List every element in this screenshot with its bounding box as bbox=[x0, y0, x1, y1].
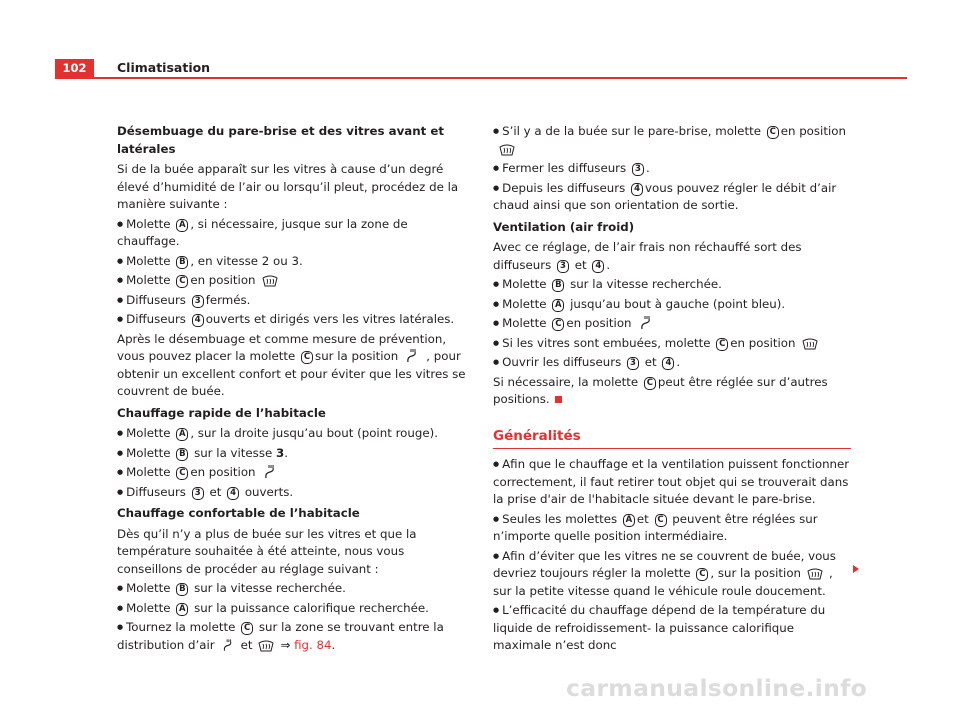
windshield-defrost-icon bbox=[258, 640, 274, 652]
badge-c: C bbox=[767, 126, 779, 139]
heading-desembuage: Désembuage du pare-brise et des vitres avant et latérales bbox=[117, 124, 445, 156]
badge-a: A bbox=[623, 514, 635, 527]
windshield-defrost-icon bbox=[802, 338, 818, 350]
continue-arrow-icon bbox=[853, 565, 859, 573]
badge-3: 3 bbox=[632, 163, 644, 176]
badge-b: B bbox=[176, 448, 188, 461]
list-item bbox=[493, 276, 851, 294]
list-item bbox=[117, 464, 469, 482]
item-text: jusqu’au bout à gauche (point bleu). bbox=[570, 296, 786, 311]
windshield-defrost-icon bbox=[262, 275, 278, 287]
item-text: Depuis les diffuseurs bbox=[502, 180, 626, 195]
badge-c: C bbox=[716, 338, 728, 351]
item-text: vous pouvez régler le débit d’air chaud ainsi que son orientation de sortie. bbox=[493, 180, 837, 212]
item-text: Molette bbox=[126, 216, 171, 231]
heading-chauffage-rapide: Chauffage rapide de l’habitacle bbox=[117, 405, 326, 420]
item-text: et bbox=[240, 637, 253, 652]
item-text: Afin d’éviter que les vitres ne se couvrent de buée, vous devriez toujours régler la molette bbox=[493, 548, 836, 580]
list-item bbox=[117, 311, 469, 329]
footwell-icon bbox=[404, 348, 420, 363]
item-text: Molette bbox=[126, 465, 171, 479]
footwell-icon bbox=[221, 638, 235, 652]
badge-a: A bbox=[552, 299, 564, 312]
arrow-symbol: ⇒ bbox=[280, 637, 291, 652]
paragraph-intro: Si de la buée apparaît sur les vitres à cause d’un degré élevé d’humidité de l’air ou lorsqu’il pleut, procédez de la manière suivante : bbox=[117, 162, 459, 211]
item-text: Diffuseurs bbox=[126, 484, 186, 499]
footwell-icon bbox=[262, 464, 278, 479]
item-text: en position bbox=[730, 335, 796, 350]
list-item bbox=[493, 315, 851, 333]
badge-3: 3 bbox=[192, 487, 204, 500]
item-text: et bbox=[636, 511, 649, 526]
list-item bbox=[117, 484, 469, 502]
heading-chauffage-confortable: Chauffage confortable de l’habitacle bbox=[117, 506, 360, 520]
paragraph-note bbox=[493, 374, 851, 409]
badge-4: 4 bbox=[592, 260, 604, 273]
list-item bbox=[493, 335, 851, 353]
watermark: carmanualsonline.info bbox=[566, 674, 868, 702]
item-text: Ouvrir les diffuseurs bbox=[502, 355, 622, 369]
badge-c: C bbox=[176, 275, 188, 288]
list-item bbox=[117, 292, 469, 310]
badge-4: 4 bbox=[662, 357, 674, 370]
item-text: ouverts. bbox=[244, 484, 294, 499]
list-item bbox=[117, 580, 469, 598]
item-text: Molette bbox=[126, 426, 171, 440]
badge-a: A bbox=[176, 603, 188, 616]
list-item: ● Afin que le chauffage et la ventilation puissent fonctionner correctement, il faut retirer tout objet qui se trouverait dans la prise d'air de l'habitacle située devant le pare-brise. bbox=[493, 456, 851, 509]
item-text: . bbox=[606, 257, 611, 272]
item-text: Diffuseurs bbox=[126, 312, 186, 326]
list-item bbox=[493, 354, 851, 372]
list-item bbox=[493, 548, 851, 601]
badge-3: 3 bbox=[192, 295, 204, 308]
item-text: Après le désembuage et comme mesure de prévention, vous pouvez placer la molette bbox=[117, 331, 447, 363]
badge-a: A bbox=[176, 219, 188, 232]
item-text: Si nécessaire, la molette bbox=[493, 374, 639, 389]
badge-c: C bbox=[644, 377, 656, 390]
item-text: , sur la position bbox=[710, 566, 802, 580]
item-text: Molette bbox=[502, 296, 547, 311]
list-item bbox=[493, 123, 851, 158]
badge-c: C bbox=[552, 318, 564, 331]
item-text: , en vitesse 2 ou 3. bbox=[190, 253, 303, 268]
speed-value: 3 bbox=[275, 445, 285, 460]
windshield-defrost-icon bbox=[499, 144, 515, 156]
list-item bbox=[117, 425, 469, 443]
footwell-icon bbox=[638, 315, 654, 330]
item-text: peut être réglée sur d’autres positions. bbox=[493, 374, 828, 406]
item-text: Molette bbox=[502, 277, 547, 291]
list-item: ● Molette B sur la vitesse 3. bbox=[117, 445, 469, 463]
item-text: en position bbox=[780, 124, 846, 138]
badge-4: 4 bbox=[192, 314, 204, 327]
item-text: , sur la petite vitesse quand le véhicule roule doucement. bbox=[493, 566, 833, 598]
left-column bbox=[117, 123, 469, 656]
item-text: , si nécessaire, jusque sur la zone de chauffage. bbox=[117, 216, 408, 248]
item-text: Molette bbox=[126, 581, 171, 595]
item-text: Molette bbox=[126, 600, 171, 615]
end-square-icon bbox=[555, 396, 562, 403]
item-text: S’il y a de la buée sur le pare-brise, molette bbox=[502, 124, 761, 138]
heading-ventilation: Ventilation (air froid) bbox=[493, 219, 635, 234]
item-text: Molette bbox=[126, 273, 171, 287]
item-text: . bbox=[645, 161, 650, 175]
badge-4: 4 bbox=[631, 183, 643, 196]
windshield-defrost-icon bbox=[807, 568, 823, 580]
item-text: sur la vitesse recherchée. bbox=[570, 277, 722, 291]
item-text: Molette bbox=[126, 253, 171, 268]
badge-c: C bbox=[696, 568, 708, 581]
item-text: en position bbox=[190, 273, 256, 287]
item-text: sur la position bbox=[315, 349, 399, 363]
item-text: ouverts et dirigés vers les vitres latérales. bbox=[205, 312, 455, 326]
item-text: et bbox=[574, 257, 587, 272]
paragraph-ventilation bbox=[493, 239, 851, 274]
item-text: en position bbox=[190, 465, 256, 479]
paragraph-after bbox=[117, 331, 469, 401]
badge-4: 4 bbox=[227, 487, 239, 500]
list-item bbox=[117, 600, 469, 618]
item-text: Diffuseurs bbox=[126, 292, 186, 307]
item-text: Tournez la molette bbox=[126, 620, 236, 634]
right-column bbox=[493, 123, 851, 657]
list-item bbox=[493, 180, 851, 215]
item-text: en position bbox=[566, 316, 632, 330]
badge-3: 3 bbox=[627, 357, 639, 370]
figure-link[interactable]: fig. 84 bbox=[294, 637, 332, 652]
item-text: Fermer les diffuseurs bbox=[502, 161, 627, 175]
item-text: . bbox=[331, 637, 336, 652]
paragraph-comfort: Dès qu’il n’y a plus de buée sur les vitres et que la température souhaitée à été atteinte, nous vous conseillons de procéder au réglage suivant : bbox=[117, 526, 417, 576]
item-text: Seules les molettes bbox=[502, 511, 618, 526]
list-item bbox=[493, 160, 851, 178]
list-item bbox=[117, 216, 469, 251]
list-item bbox=[117, 619, 469, 654]
item-text: et bbox=[644, 355, 657, 369]
badge-3: 3 bbox=[557, 260, 569, 273]
section-heading-generalites: Généralités bbox=[493, 428, 851, 450]
badge-c: C bbox=[176, 467, 188, 480]
item-text: sur la vitesse bbox=[194, 445, 273, 460]
badge-c: C bbox=[241, 622, 253, 635]
chapter-title: Climatisation bbox=[117, 60, 211, 75]
list-item bbox=[493, 511, 851, 546]
item-text: . bbox=[676, 355, 681, 369]
item-text: fermés. bbox=[205, 292, 251, 307]
item-text: , pour obtenir un excellent confort et pour éviter que les vitres se couvrent de buée. bbox=[117, 349, 466, 398]
header-rule bbox=[55, 77, 907, 79]
item-text: , sur la droite jusqu’au bout (point rouge). bbox=[190, 426, 438, 440]
badge-c: C bbox=[655, 514, 667, 527]
item-text: sur la vitesse recherchée. bbox=[194, 581, 346, 595]
list-item bbox=[117, 272, 469, 290]
badge-c: C bbox=[301, 351, 313, 364]
item-text: Si les vitres sont embuées, molette bbox=[502, 335, 711, 350]
item-text: peuvent être réglées sur n’importe quelle position intermédiaire. bbox=[493, 511, 818, 543]
item-text: Molette bbox=[126, 445, 171, 460]
list-item bbox=[493, 296, 851, 314]
badge-b: B bbox=[552, 279, 564, 292]
item-text: Molette bbox=[502, 316, 547, 330]
item-text: sur la zone se trouvant entre la distribution d’air bbox=[117, 620, 444, 652]
item-text: sur la puissance calorifique recherchée. bbox=[194, 600, 429, 615]
badge-a: A bbox=[176, 428, 188, 441]
item-text: Avec ce réglage, de l’air frais non réchauffé sort des diffuseurs bbox=[493, 240, 802, 272]
badge-b: B bbox=[176, 583, 188, 596]
item-text: et bbox=[209, 484, 222, 499]
page-number: 102 bbox=[55, 59, 94, 77]
list-item: ● L’efficacité du chauffage dépend de la température du liquide de refroidissement- la puissance calorifique maximale n’est donc bbox=[493, 602, 851, 655]
badge-b: B bbox=[176, 256, 188, 269]
list-item bbox=[117, 253, 469, 271]
